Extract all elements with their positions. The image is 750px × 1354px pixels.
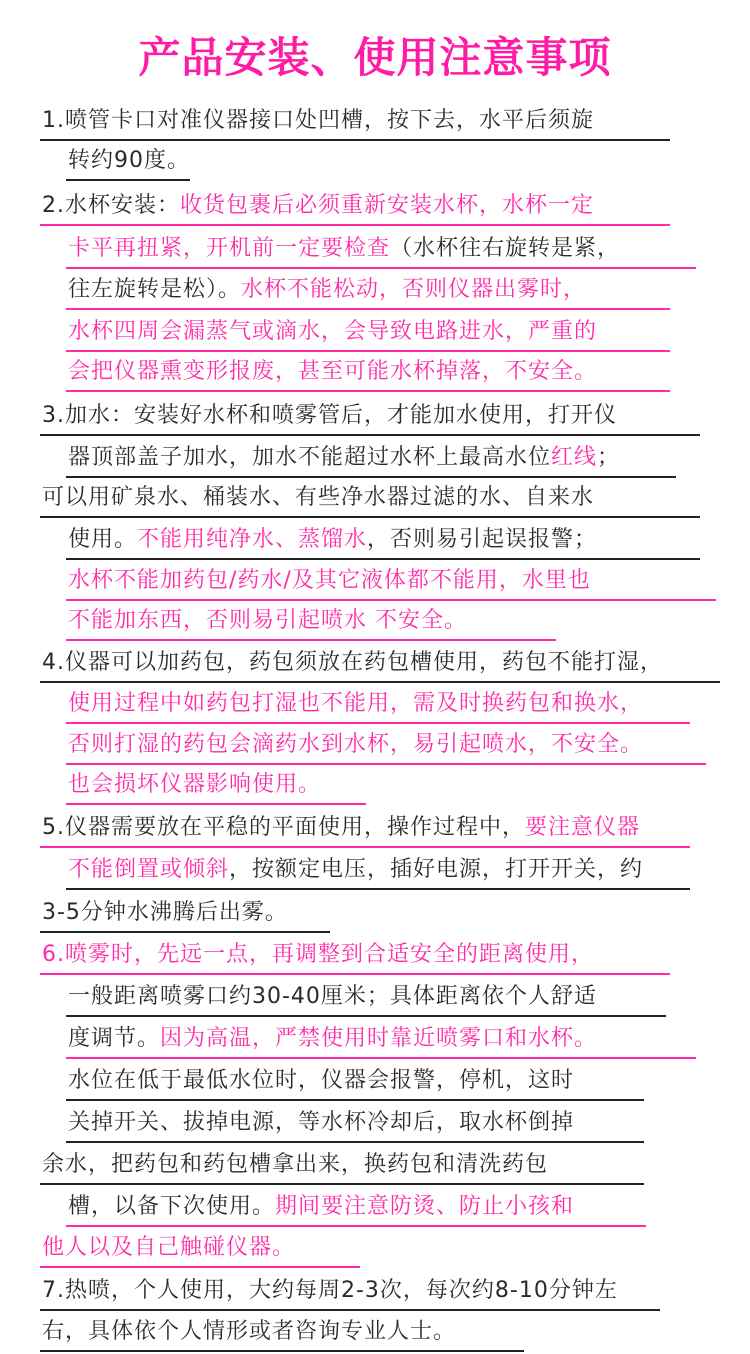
instruction-line	[42, 101, 594, 143]
instruction-line	[68, 765, 321, 807]
underline-rule	[40, 846, 690, 848]
highlighted-text: 收货包裹后必须重新安装水杯，水杯一定	[180, 193, 595, 218]
instruction-text: ；	[597, 445, 621, 470]
instruction-line	[68, 977, 597, 1019]
highlighted-text: 不能用纯净水、蒸馏水	[137, 527, 368, 552]
instruction-text: 器顶部盖子加水，加水不能超过水杯上最高水位	[68, 445, 552, 470]
instruction-line	[68, 601, 467, 643]
instruction-text: 4.仪器可以加药包，药包须放在药包槽使用，药包不能打湿，	[42, 650, 663, 675]
instruction-line	[42, 935, 594, 977]
highlighted-text: 期间要注意防烫、防止小孩和	[275, 1194, 575, 1219]
underline-rule	[66, 308, 670, 310]
underline-rule	[40, 681, 720, 683]
instruction-line	[42, 893, 288, 935]
instruction-line	[68, 520, 597, 562]
underline-rule	[66, 1099, 644, 1101]
underline-rule	[40, 931, 330, 933]
underline-rule	[66, 390, 670, 392]
underline-rule	[40, 1183, 644, 1185]
instruction-line	[42, 396, 617, 438]
instruction-text: 转约90度。	[68, 148, 190, 173]
instruction-text: ，按额定电压，插好电源，打开开关，约	[229, 857, 644, 882]
highlighted-text: 因为高温，严禁使用时靠近喷雾口和水杯。	[160, 1026, 598, 1051]
instruction-text: 往左旋转是松）。	[68, 277, 242, 302]
instruction-text: 2.水杯安装：	[42, 193, 180, 218]
instruction-line	[42, 478, 594, 520]
underline-rule	[40, 1350, 524, 1352]
instruction-line	[68, 438, 620, 480]
highlighted-text: 水杯四周会漏蒸气或滴水，会导致电路进水，严重的	[68, 319, 598, 344]
instruction-line	[42, 1145, 548, 1187]
instruction-text: 一般距离喷雾口约30-40厘米；具体距离依个人舒适	[68, 984, 597, 1009]
highlighted-text: 6.喷雾时，先远一点，再调整到合适安全的距离使用，	[42, 942, 594, 967]
instruction-line	[68, 141, 190, 183]
instruction-text: 槽，以备下次使用。	[68, 1194, 276, 1219]
instruction-text: 关掉开关、拔掉电源，等水杯冷却后，取水杯倒掉	[68, 1110, 575, 1135]
highlighted-text: 要注意仪器	[525, 815, 641, 840]
instruction-line	[68, 1187, 574, 1229]
highlighted-text: 卡平再扭紧，开机前一定要检查	[68, 236, 391, 261]
highlighted-text: 水杯不能加药包/药水/及其它液体都不能用，水里也	[68, 568, 591, 593]
page-title: 产品安装、使用注意事项	[138, 33, 612, 82]
underline-rule	[40, 516, 700, 518]
instruction-line	[68, 229, 620, 271]
highlighted-text: 水杯不能松动，否则仪器出雾时，	[241, 277, 587, 302]
underline-rule	[40, 224, 670, 226]
highlighted-text: 不能加东西，否则易引起喷水 不安全。	[68, 608, 467, 633]
underline-rule	[40, 1266, 360, 1268]
highlighted-text: 使用过程中如药包打湿也不能用，需及时换药包和换水，	[68, 691, 644, 716]
instruction-line	[68, 850, 643, 892]
underline-rule	[66, 722, 690, 724]
instruction-text: 可以用矿泉水、桶装水、有些净水器过滤的水、自来水	[42, 485, 595, 510]
highlighted-text: 他人以及自己触碰仪器。	[42, 1235, 296, 1260]
instruction-line	[42, 186, 594, 228]
underline-rule	[66, 1141, 644, 1143]
instruction-text: 5.仪器需要放在平稳的平面使用，操作过程中，	[42, 815, 525, 840]
instruction-text: 余水，把药包和药包槽拿出来，换药包和清洗药包	[42, 1152, 549, 1177]
underline-rule	[66, 1057, 696, 1059]
underline-rule	[40, 1309, 660, 1311]
underline-rule	[66, 179, 190, 181]
underline-rule	[66, 888, 690, 890]
highlighted-text: 会把仪器熏变形报废，甚至可能水杯掉落，不安全。	[68, 359, 598, 384]
instruction-text: 水位在低于最低水位时，仪器会报警，停机，这时	[68, 1068, 575, 1093]
instruction-line	[68, 684, 643, 726]
instruction-line	[42, 1228, 295, 1270]
instruction-line	[68, 270, 586, 312]
instruction-text: 7.热喷，个人使用，大约每周2-3次，每次约8-10分钟左	[42, 1278, 618, 1303]
underline-rule	[66, 267, 696, 269]
underline-rule	[66, 639, 556, 641]
instruction-line	[68, 1103, 574, 1145]
instruction-line	[68, 352, 597, 394]
underline-rule	[66, 803, 366, 805]
highlighted-text: 否则打湿的药包会滴药水到水杯，易引起喷水，不安全。	[68, 732, 644, 757]
instruction-line	[68, 1019, 597, 1061]
highlighted-text: 不能倒置或倾斜	[68, 857, 230, 882]
instruction-line	[42, 643, 663, 685]
instruction-line	[42, 1271, 618, 1313]
highlighted-text: 红线	[551, 445, 598, 470]
instruction-line	[68, 1061, 574, 1103]
highlighted-text: 也会损坏仪器影响使用。	[68, 772, 322, 797]
instruction-text: 3.加水：安装好水杯和喷雾管后，才能加水使用，打开仪	[42, 403, 617, 428]
instruction-line	[68, 725, 643, 767]
instruction-text: ，否则易引起误报警；	[367, 527, 598, 552]
underline-rule	[66, 1225, 646, 1227]
instruction-text: 3-5分钟水沸腾后出雾。	[42, 900, 288, 925]
instruction-text: 度调节。	[68, 1026, 161, 1051]
instruction-line	[42, 808, 640, 850]
instruction-line	[42, 1312, 456, 1354]
instruction-line	[68, 561, 591, 603]
instruction-text: 右，具体依个人情形或者咨询专业人士。	[42, 1319, 457, 1344]
underline-rule	[40, 973, 670, 975]
underline-rule	[66, 1015, 666, 1017]
underline-rule	[66, 558, 700, 560]
instruction-text: 1.喷管卡口对准仪器接口处凹槽，按下去，水平后须旋	[42, 108, 594, 133]
instruction-text: （水杯往右旋转是紧，	[390, 236, 621, 261]
underline-rule	[40, 434, 700, 436]
instruction-line	[68, 312, 597, 354]
instruction-text: 使用。	[68, 527, 138, 552]
